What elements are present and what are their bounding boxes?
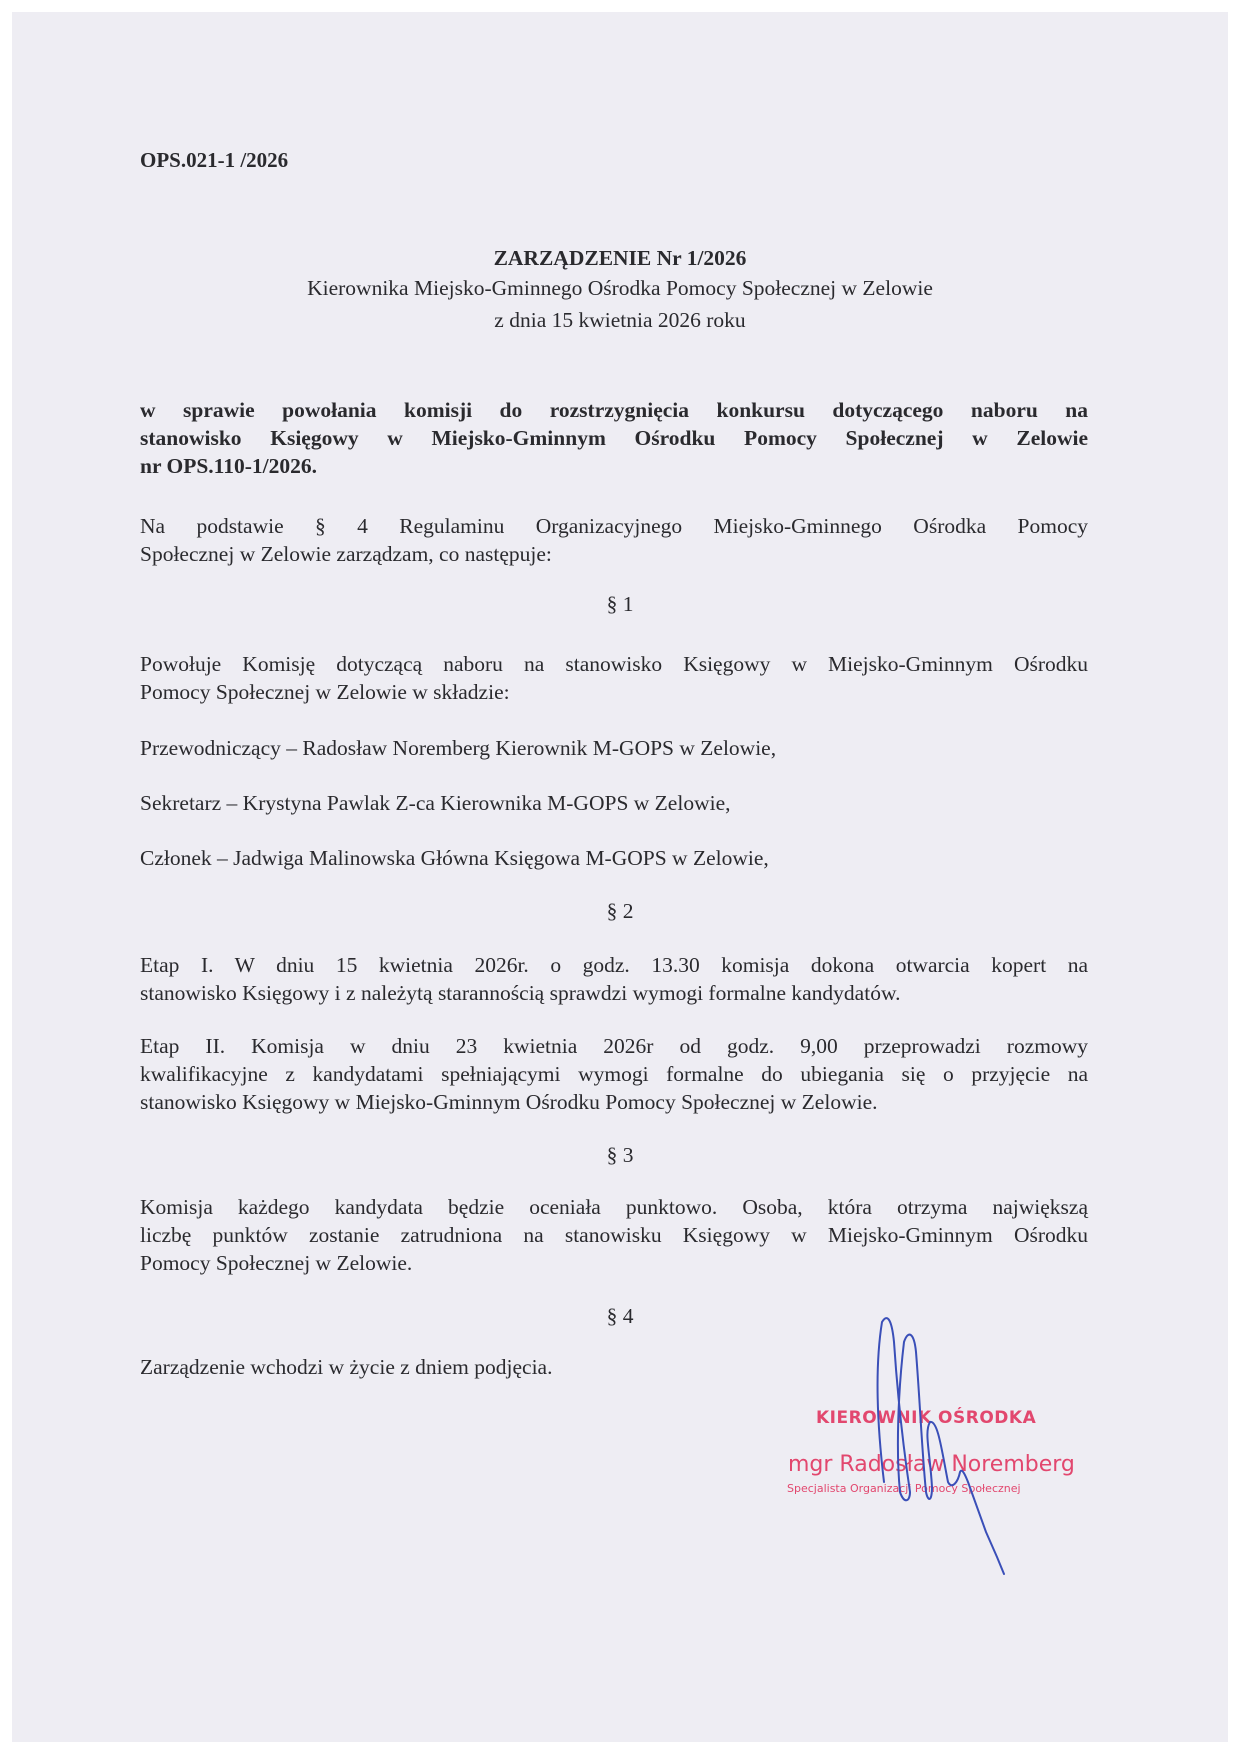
section-3-line: liczbę punktów zostanie zatrudniona na stanowisku Księgowy w Miejsko-Gminnym Ośrodku (140, 1223, 1088, 1247)
basis-line: Społecznej w Zelowie zarządzam, co następuje: (140, 542, 552, 566)
section-3-heading: § 3 (606, 1143, 634, 1167)
subject-line: w sprawie powołania komisji do rozstrzygnięcia konkursu dotyczącego naboru na (140, 398, 1088, 422)
stamp-name-text: mgr Radosław Noremberg (788, 1452, 1075, 1477)
section-4-heading: § 4 (606, 1304, 634, 1328)
stage-1-line: Etap I. W dniu 15 kwietnia 2026r. o godz. 13.30 komisja dokona otwarcia kopert na (140, 953, 1088, 977)
section-3-line: Pomocy Społecznej w Zelowie. (140, 1251, 413, 1275)
section-1-line: Pomocy Społecznej w Zelowie w składzie: (140, 680, 510, 704)
document-date: z dnia 15 kwietnia 2026 roku (494, 308, 746, 332)
subject-line: nr OPS.110-1/2026. (140, 454, 317, 478)
document-page (12, 12, 1228, 1742)
stage-1-line: stanowisko Księgowy i z należytą starannością sprawdzi wymogi formalne kandydatów. (140, 981, 901, 1005)
section-1-heading: § 1 (606, 592, 634, 616)
stage-2-line: kwalifikacyjne z kandydatami spełniającymi wymogi formalne do ubiegania się o przyjęcie na (140, 1062, 1088, 1086)
section-3-line: Komisja każdego kandydata będzie oceniała punktowo. Osoba, która otrzyma największą (140, 1195, 1088, 1219)
section-2-heading: § 2 (606, 899, 634, 923)
section-1-line: Powołuje Komisję dotyczącą naboru na stanowisko Księgowy w Miejsko-Gminnym Ośrodku (140, 652, 1088, 676)
subject-line: stanowisko Księgowy w Miejsko-Gminnym Ośrodku Pomocy Społecznej w Zelowie (140, 426, 1088, 450)
document-reference: OPS.021-1 /2026 (140, 148, 289, 172)
section-4-line: Zarządzenie wchodzi w życie z dniem podjęcia. (140, 1355, 553, 1379)
stamp-title: KIEROWNIK OŚRODKA (816, 1408, 1037, 1428)
basis-line: Na podstawie § 4 Regulaminu Organizacyjnego Miejsko-Gminnego Ośrodka Pomocy (140, 514, 1088, 538)
member-text: Sekretarz – Krystyna Pawlak Z-ca Kierownika M-GOPS w Zelowie, (140, 791, 731, 815)
handwritten-signature (12, 12, 1228, 1742)
stage-2-line: stanowisko Księgowy w Miejsko-Gminnym Ośrodku Pomocy Społecznej w Zelowie. (140, 1090, 878, 1114)
document-title: ZARZĄDZENIE Nr 1/2026 (493, 246, 747, 270)
stamp-position: Specjalista Organizacji Pomocy Społecznej (787, 1482, 1021, 1495)
member-text: Członek – Jadwiga Malinowska Główna Księgowa M-GOPS w Zelowie, (140, 846, 769, 870)
stage-2-line: Etap II. Komisja w dniu 23 kwietnia 2026r od godz. 9,00 przeprowadzi rozmowy (140, 1034, 1088, 1058)
member-text: Przewodniczący – Radosław Noremberg Kierownik M-GOPS w Zelowie, (140, 736, 777, 760)
document-issuer: Kierownika Miejsko-Gminnego Ośrodka Pomocy Społecznej w Zelowie (307, 276, 933, 300)
